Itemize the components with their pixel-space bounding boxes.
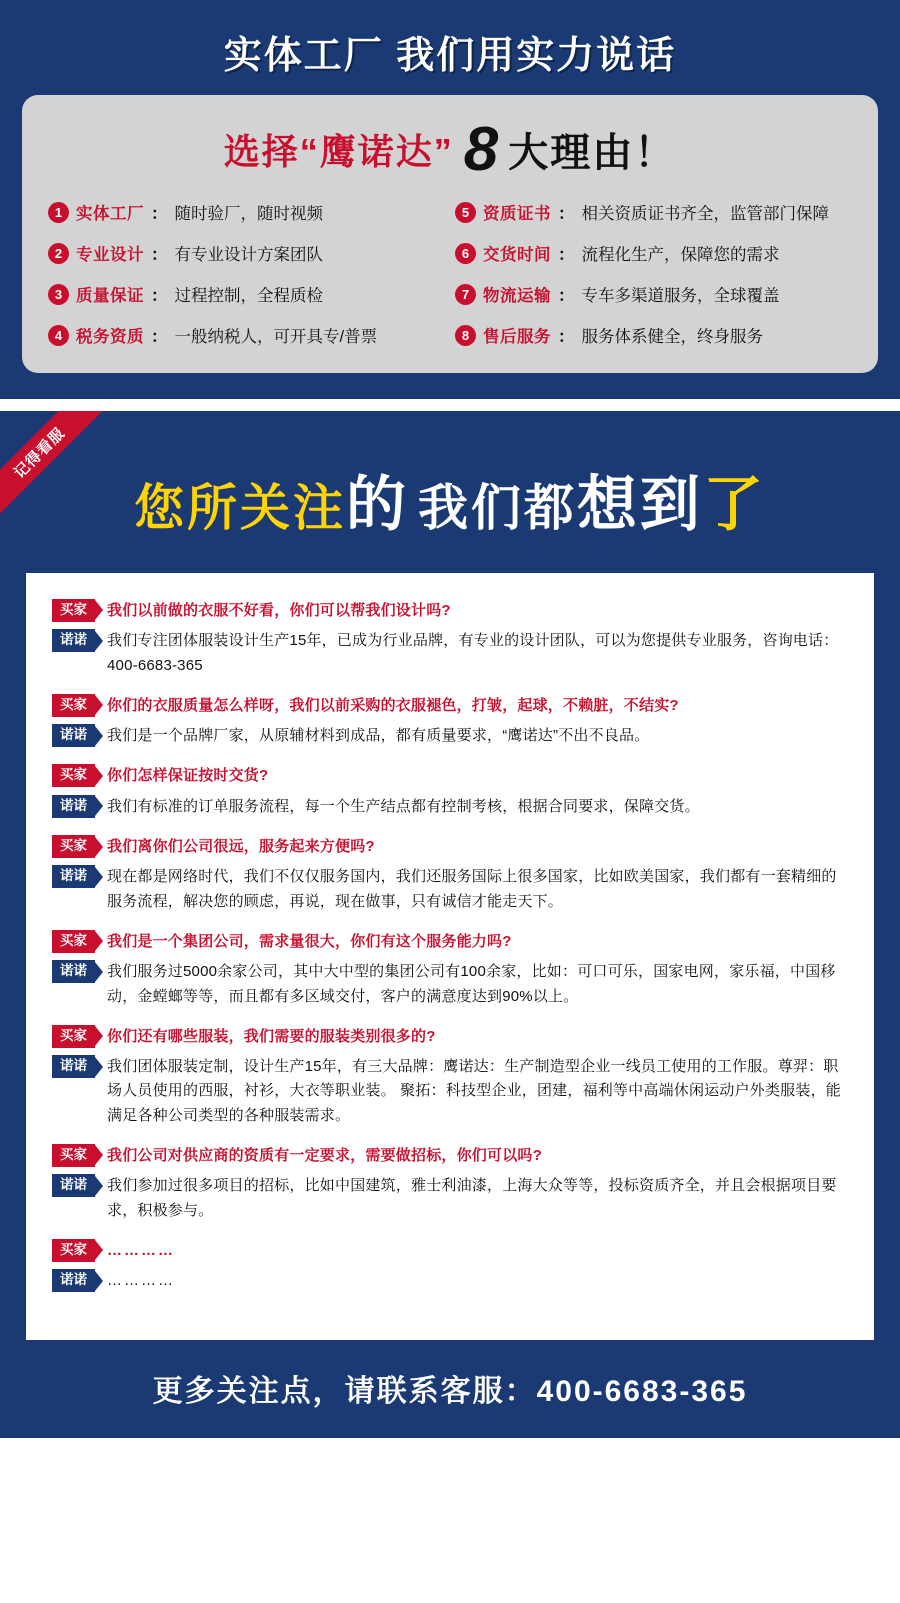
headline-part-5: 了: [702, 471, 766, 538]
reasons-grid: [48, 200, 852, 347]
headline-part-4: 想到: [576, 471, 703, 538]
seller-tag: 诺诺: [52, 629, 95, 652]
banner-title: 实体工厂 我们用实力说话: [223, 35, 677, 77]
buyer-tag: 买家: [52, 930, 95, 953]
corner-ribbon: 记得看服: [0, 411, 103, 516]
reason-item: [48, 323, 445, 347]
footer-contact: 更多关注点，请联系客服：400-6683-365: [152, 1374, 748, 1408]
reason-item: [455, 282, 852, 306]
faq-answer-line: [52, 724, 848, 748]
reason-value: 过程控制，全程质检: [174, 287, 323, 305]
reason-value: 有专业设计方案团队: [174, 246, 323, 264]
reason-key: 专业设计: [76, 246, 144, 264]
faq-item: [52, 1239, 848, 1294]
reason-item: [48, 282, 445, 306]
faq-question-line: [52, 694, 848, 718]
seller-tag: 诺诺: [52, 795, 95, 818]
seller-tag: 诺诺: [52, 1269, 95, 1292]
reason-item: [48, 200, 445, 224]
faq-answer: 我们服务过5000余家公司，其中大中型的集团公司有100余家，比如：可口可乐，国家电网，家乐福，中国移动，金螳螂等等，而且都有多区域交付，客户的满意度达到90%以上。: [107, 963, 836, 1005]
faq-answer: 我们专注团体服装设计生产15年，已成为行业品牌，有专业的设计团队，可以为您提供专业服务，咨询电话：400-6683-365: [107, 632, 839, 674]
faq-item: [52, 1144, 848, 1223]
faq-section: [0, 411, 900, 1438]
faq-answer-line: [52, 1269, 848, 1293]
reason-item: [48, 241, 445, 265]
faq-item: [52, 694, 848, 749]
faq-answer-line: [52, 629, 848, 678]
buyer-tag: 买家: [52, 764, 95, 787]
reasons-box: [22, 95, 878, 373]
faq-question: 你们怎样保证按时交货?: [107, 767, 269, 785]
reasons-section: [0, 0, 900, 399]
reason-separator: ：: [558, 246, 575, 264]
reason-item: [455, 323, 852, 347]
reason-key: 实体工厂: [76, 205, 144, 223]
reason-value: 相关资质证书齐全，监管部门保障: [581, 205, 829, 223]
reason-separator: ：: [558, 287, 575, 305]
headline-part-3: 我们都: [417, 480, 577, 536]
reasons-heading-red: 选择“鹰诺达”: [223, 131, 454, 172]
faq-question-line: [52, 1144, 848, 1168]
faq-question: 我们离你们公司很远，服务起来方便吗?: [107, 838, 375, 856]
reason-number-badge: 7: [455, 284, 476, 305]
reasons-heading-number: 8: [463, 114, 499, 184]
reason-key: 交货时间: [483, 246, 551, 264]
section-divider: [0, 399, 900, 411]
reason-separator: ：: [151, 287, 168, 305]
reasons-heading: [48, 114, 852, 200]
faq-item: [52, 1025, 848, 1128]
faq-answer: 我们是一个品牌厂家，从原辅材料到成品，都有质量要求，“鹰诺达”不出不良品。: [107, 727, 650, 745]
seller-tag: 诺诺: [52, 724, 95, 747]
reason-number-badge: 6: [455, 243, 476, 264]
faq-card: [26, 573, 874, 1340]
faq-answer-line: [52, 960, 848, 1009]
reason-key: 售后服务: [483, 328, 551, 346]
faq-question: 你们的衣服质量怎么样呀，我们以前采购的衣服褪色，打皱，起球，不赖脏，不结实?: [107, 696, 679, 714]
reason-number-badge: 5: [455, 202, 476, 223]
reason-separator: ：: [558, 205, 575, 223]
faq-answer: 我们参加过很多项目的招标，比如中国建筑，雅士利油漆，上海大众等等，投标资质齐全，并且会根据项目要求，积极参与。: [107, 1177, 837, 1219]
faq-item: [52, 835, 848, 914]
faq-answer-line: [52, 865, 848, 914]
reason-separator: ：: [151, 205, 168, 223]
reason-separator: ：: [151, 246, 168, 264]
faq-question: …………: [107, 1241, 175, 1259]
reason-value: 一般纳税人，可开具专/普票: [174, 328, 378, 346]
faq-answer: 现在都是网络时代，我们不仅仅服务国内，我们还服务国际上很多国家，比如欧美国家，我们都有一套精细的服务流程，解决您的顾虑，再说，现在做事，只有诚信才能走天下。: [107, 868, 837, 910]
headline-part-1: 您所关注: [134, 480, 347, 536]
reason-key: 税务资质: [76, 328, 144, 346]
headline-part-2: 的: [346, 471, 410, 538]
faq-item: [52, 599, 848, 678]
reason-item: [455, 241, 852, 265]
seller-tag: 诺诺: [52, 1174, 95, 1197]
reason-key: 物流运输: [483, 287, 551, 305]
seller-tag: 诺诺: [52, 1055, 95, 1078]
faq-question: 我们公司对供应商的资质有一定要求，需要做招标，你们可以吗?: [107, 1147, 542, 1165]
faq-question: 你们还有哪些服装，我们需要的服装类别很多的?: [107, 1027, 436, 1045]
reason-key: 质量保证: [76, 287, 144, 305]
faq-question-line: [52, 835, 848, 859]
buyer-tag: 买家: [52, 835, 95, 858]
reason-value: 专车多渠道服务，全球覆盖: [581, 287, 780, 305]
reason-number-badge: 4: [48, 325, 69, 346]
reason-value: 服务体系健全，终身服务: [581, 328, 763, 346]
faq-answer-line: [52, 1174, 848, 1223]
reason-separator: ：: [558, 328, 575, 346]
faq-answer: …………: [107, 1272, 175, 1290]
reason-separator: ：: [151, 328, 168, 346]
faq-question-line: [52, 1239, 848, 1263]
faq-question: 我们以前做的衣服不好看，你们可以帮我们设计吗?: [107, 602, 451, 619]
faq-answer-line: [52, 1055, 848, 1128]
reason-value: 随时验厂，随时视频: [174, 205, 323, 223]
faq-question: 我们是一个集团公司，需求量很大，你们有这个服务能力吗?: [107, 932, 512, 950]
reason-value: 流程化生产，保障您的需求: [581, 246, 780, 264]
faq-question-line: [52, 599, 848, 623]
reason-number-badge: 2: [48, 243, 69, 264]
buyer-tag: 买家: [52, 599, 95, 622]
faq-question-line: [52, 764, 848, 788]
faq-item: [52, 764, 848, 819]
seller-tag: 诺诺: [52, 865, 95, 888]
buyer-tag: 买家: [52, 694, 95, 717]
faq-question-line: [52, 1025, 848, 1049]
reason-item: [455, 200, 852, 224]
faq-answer: 我们有标准的订单服务流程，每一个生产结点都有控制考核，根据合同要求，保障交货。: [107, 797, 700, 815]
buyer-tag: 买家: [52, 1025, 95, 1048]
faq-answer-line: [52, 795, 848, 819]
faq-question-line: [52, 930, 848, 954]
faq-item: [52, 930, 848, 1009]
reason-number-badge: 8: [455, 325, 476, 346]
seller-tag: 诺诺: [52, 960, 95, 983]
faq-answer: 我们团体服装定制，设计生产15年，有三大品牌：鹰诺达：生产制造型企业一线员工使用的工作服。尊羿：职场人员使用的西服，衬衫，大衣等职业装。 聚拓：科技型企业，团建，福利等中高端休闲运动户外类服装，能满足各种公司类型的各种服装需求。: [107, 1058, 841, 1124]
reasons-heading-black: 大理由！: [508, 131, 677, 175]
reason-key: 资质证书: [483, 205, 551, 223]
buyer-tag: 买家: [52, 1144, 95, 1167]
reason-number-badge: 3: [48, 284, 69, 305]
buyer-tag: 买家: [52, 1239, 95, 1262]
reason-number-badge: 1: [48, 202, 69, 223]
faq-headline: [0, 411, 900, 573]
